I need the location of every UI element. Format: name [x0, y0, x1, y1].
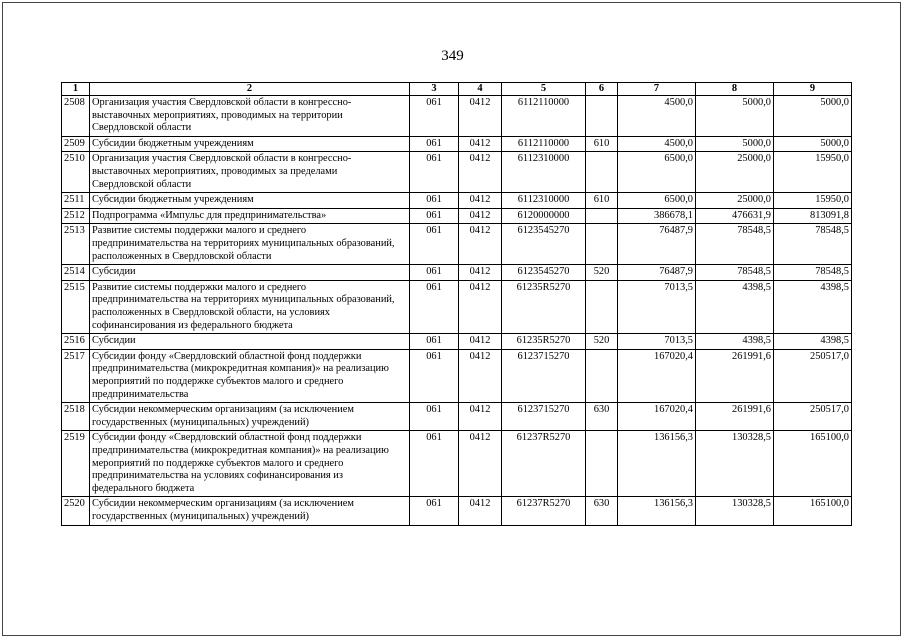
section-code-cell: 0412	[459, 224, 502, 265]
item-name-line: выставочных мероприятиях, проводимых за пределами	[92, 165, 338, 177]
amount-2020-cell: 78548,5	[696, 224, 774, 265]
table-row	[62, 403, 852, 431]
item-name-line: предпринимательства на территориях муниципальных образований,	[92, 294, 395, 306]
amount-2019-cell: 6500,0	[618, 193, 696, 209]
ministry-code-cell: 061	[410, 280, 459, 333]
item-name-cell	[90, 403, 410, 431]
item-name-cell	[90, 136, 410, 152]
item-name-cell	[90, 193, 410, 209]
item-name-cell	[90, 280, 410, 333]
expense-type-cell: 630	[586, 403, 618, 431]
amount-2021-cell: 5000,0	[774, 96, 852, 137]
target-article-cell: 6120000000	[502, 208, 586, 224]
target-article-cell: 61235R5270	[502, 280, 586, 333]
amount-2019-cell: 4500,0	[618, 96, 696, 137]
section-code-cell: 0412	[459, 265, 502, 281]
row-number-cell: 2512	[62, 208, 90, 224]
row-number-cell: 2511	[62, 193, 90, 209]
row-number-cell: 2516	[62, 334, 90, 350]
table-row	[62, 136, 852, 152]
item-name-line: Свердловской области	[92, 122, 192, 134]
item-name-line: расположенных в Свердловской области	[92, 250, 272, 262]
item-name-line: предпринимательства на условиях софинансирования из	[92, 470, 343, 482]
item-name-line: мероприятий по поддержке субъектов малого и среднего	[92, 457, 344, 469]
amount-2021-cell: 165100,0	[774, 497, 852, 525]
amount-2019-cell: 76487,9	[618, 265, 696, 281]
amount-2021-cell: 78548,5	[774, 224, 852, 265]
amount-2020-cell: 476631,9	[696, 208, 774, 224]
row-number-cell: 2518	[62, 403, 90, 431]
expense-type-cell	[586, 224, 618, 265]
item-name-cell	[90, 208, 410, 224]
table-row	[62, 280, 852, 333]
item-name-cell	[90, 334, 410, 350]
amount-2019-cell: 136156,3	[618, 431, 696, 497]
amount-2021-cell: 250517,0	[774, 349, 852, 402]
table-header-row	[62, 83, 852, 96]
ministry-code-cell: 061	[410, 497, 459, 525]
column-header: 6	[586, 83, 618, 96]
section-code-cell: 0412	[459, 208, 502, 224]
column-header: 8	[696, 83, 774, 96]
amount-2020-cell: 78548,5	[696, 265, 774, 281]
item-name-cell	[90, 224, 410, 265]
amount-2019-cell: 6500,0	[618, 152, 696, 193]
row-number-cell: 2517	[62, 349, 90, 402]
ministry-code-cell: 061	[410, 136, 459, 152]
item-name-line: предпринимательства на территориях муниципальных образований,	[92, 237, 395, 249]
page-number: 349	[441, 48, 464, 64]
item-name-line: Субсидии некоммерческим организациям (за исключением	[92, 404, 354, 416]
item-name-cell	[90, 96, 410, 137]
item-name-line: предпринимательства (микрокредитная компания)» на реализацию	[92, 363, 389, 375]
expense-type-cell: 610	[586, 136, 618, 152]
amount-2021-cell: 4398,5	[774, 280, 852, 333]
table-row	[62, 96, 852, 137]
row-number-cell: 2509	[62, 136, 90, 152]
row-number-cell: 2519	[62, 431, 90, 497]
amount-2019-cell: 167020,4	[618, 403, 696, 431]
amount-2019-cell: 136156,3	[618, 497, 696, 525]
amount-2020-cell: 261991,6	[696, 349, 774, 402]
target-article-cell: 6123715270	[502, 349, 586, 402]
amount-2019-cell: 4500,0	[618, 136, 696, 152]
item-name-line: Свердловской области	[92, 178, 192, 190]
amount-2021-cell: 4398,5	[774, 334, 852, 350]
section-code-cell: 0412	[459, 497, 502, 525]
expense-type-cell: 520	[586, 334, 618, 350]
item-name-line: государственных (муниципальных) учреждений)	[92, 416, 309, 428]
amount-2020-cell: 4398,5	[696, 280, 774, 333]
amount-2020-cell: 25000,0	[696, 152, 774, 193]
section-code-cell: 0412	[459, 431, 502, 497]
ministry-code-cell: 061	[410, 208, 459, 224]
item-name-line: мероприятий по поддержке субъектов малого и среднего	[92, 375, 344, 387]
ministry-code-cell: 061	[410, 349, 459, 402]
amount-2021-cell: 813091,8	[774, 208, 852, 224]
expense-type-cell: 630	[586, 497, 618, 525]
table-row	[62, 208, 852, 224]
expense-type-cell	[586, 349, 618, 402]
table-row	[62, 265, 852, 281]
section-code-cell: 0412	[459, 403, 502, 431]
ministry-code-cell: 061	[410, 403, 459, 431]
expense-type-cell	[586, 96, 618, 137]
ministry-code-cell: 061	[410, 193, 459, 209]
section-code-cell: 0412	[459, 334, 502, 350]
amount-2021-cell: 15950,0	[774, 193, 852, 209]
item-name-line: Субсидии фонду «Свердловский областной фонд поддержки	[92, 432, 362, 444]
amount-2021-cell: 250517,0	[774, 403, 852, 431]
row-number-cell: 2514	[62, 265, 90, 281]
item-name-cell	[90, 349, 410, 402]
target-article-cell: 61235R5270	[502, 334, 586, 350]
item-name-cell	[90, 152, 410, 193]
row-number-cell: 2510	[62, 152, 90, 193]
target-article-cell: 6112310000	[502, 152, 586, 193]
target-article-cell: 6112110000	[502, 136, 586, 152]
expense-type-cell: 610	[586, 193, 618, 209]
row-number-cell: 2515	[62, 280, 90, 333]
amount-2019-cell: 7013,5	[618, 334, 696, 350]
amount-2019-cell: 76487,9	[618, 224, 696, 265]
amount-2021-cell: 5000,0	[774, 136, 852, 152]
ministry-code-cell: 061	[410, 152, 459, 193]
ministry-code-cell: 061	[410, 96, 459, 137]
item-name-line: государственных (муниципальных) учреждений)	[92, 510, 309, 522]
section-code-cell: 0412	[459, 349, 502, 402]
item-name-line: Субсидии фонду «Свердловский областной фонд поддержки	[92, 350, 362, 362]
ministry-code-cell: 061	[410, 224, 459, 265]
item-name-line: Подпрограмма «Импульс для предпринимательства»	[92, 209, 327, 221]
amount-2021-cell: 78548,5	[774, 265, 852, 281]
item-name-line: Развитие системы поддержки малого и среднего	[92, 281, 307, 293]
table-row	[62, 431, 852, 497]
target-article-cell: 6123545270	[502, 265, 586, 281]
row-number-cell: 2513	[62, 224, 90, 265]
amount-2021-cell: 15950,0	[774, 152, 852, 193]
item-name-line: Организация участия Свердловской области в конгрессно-	[92, 97, 352, 108]
item-name-line: Субсидии бюджетным учреждениям	[92, 137, 254, 149]
table-row	[62, 334, 852, 350]
amount-2020-cell: 261991,6	[696, 403, 774, 431]
expense-type-cell: 520	[586, 265, 618, 281]
amount-2020-cell: 4398,5	[696, 334, 774, 350]
item-name-line: федерального бюджета	[92, 482, 195, 494]
table-row	[62, 224, 852, 265]
item-name-line: выставочных мероприятиях, проводимых на территории	[92, 109, 343, 121]
target-article-cell: 61237R5270	[502, 497, 586, 525]
item-name-line: софинансирования из федерального бюджета	[92, 319, 293, 331]
table-row	[62, 193, 852, 209]
section-code-cell: 0412	[459, 96, 502, 137]
item-name-cell	[90, 431, 410, 497]
column-header: 3	[410, 83, 459, 96]
expense-type-cell	[586, 208, 618, 224]
amount-2020-cell: 130328,5	[696, 497, 774, 525]
column-header: 4	[459, 83, 502, 96]
target-article-cell: 6112310000	[502, 193, 586, 209]
amount-2019-cell: 7013,5	[618, 280, 696, 333]
amount-2020-cell: 25000,0	[696, 193, 774, 209]
target-article-cell: 6123545270	[502, 224, 586, 265]
ministry-code-cell: 061	[410, 431, 459, 497]
expense-type-cell	[586, 431, 618, 497]
target-article-cell: 6112110000	[502, 96, 586, 137]
section-code-cell: 0412	[459, 280, 502, 333]
row-number-cell: 2508	[62, 96, 90, 137]
item-name-line: Субсидии	[92, 335, 136, 347]
ministry-code-cell: 061	[410, 265, 459, 281]
table-row	[62, 497, 852, 525]
item-name-line: Субсидии бюджетным учреждениям	[92, 194, 254, 206]
amount-2020-cell: 5000,0	[696, 96, 774, 137]
column-header: 2	[90, 83, 410, 96]
item-name-cell	[90, 497, 410, 525]
amount-2020-cell: 130328,5	[696, 431, 774, 497]
item-name-line: предпринимательства (микрокредитная компания)» на реализацию	[92, 444, 389, 456]
budget-table	[61, 82, 852, 526]
amount-2019-cell: 167020,4	[618, 349, 696, 402]
expense-type-cell	[586, 280, 618, 333]
section-code-cell: 0412	[459, 152, 502, 193]
expense-type-cell	[586, 152, 618, 193]
section-code-cell: 0412	[459, 193, 502, 209]
target-article-cell: 61237R5270	[502, 431, 586, 497]
target-article-cell: 6123715270	[502, 403, 586, 431]
amount-2021-cell: 165100,0	[774, 431, 852, 497]
item-name-line: Субсидии	[92, 266, 136, 278]
item-name-line: предпринимательства	[92, 388, 189, 400]
column-header: 9	[774, 83, 852, 96]
column-header: 7	[618, 83, 696, 96]
table-row	[62, 349, 852, 402]
item-name-line: Развитие системы поддержки малого и среднего	[92, 225, 307, 237]
column-header: 5	[502, 83, 586, 96]
amount-2020-cell: 5000,0	[696, 136, 774, 152]
item-name-line: Организация участия Свердловской области в конгрессно-	[92, 153, 352, 165]
column-header: 1	[62, 83, 90, 96]
table-row	[62, 152, 852, 193]
item-name-line: Субсидии некоммерческим организациям (за исключением	[92, 498, 354, 510]
ministry-code-cell: 061	[410, 334, 459, 350]
amount-2019-cell: 386678,1	[618, 208, 696, 224]
row-number-cell: 2520	[62, 497, 90, 525]
item-name-cell	[90, 265, 410, 281]
item-name-line: расположенных в Свердловской области, на условиях	[92, 306, 330, 318]
section-code-cell: 0412	[459, 136, 502, 152]
